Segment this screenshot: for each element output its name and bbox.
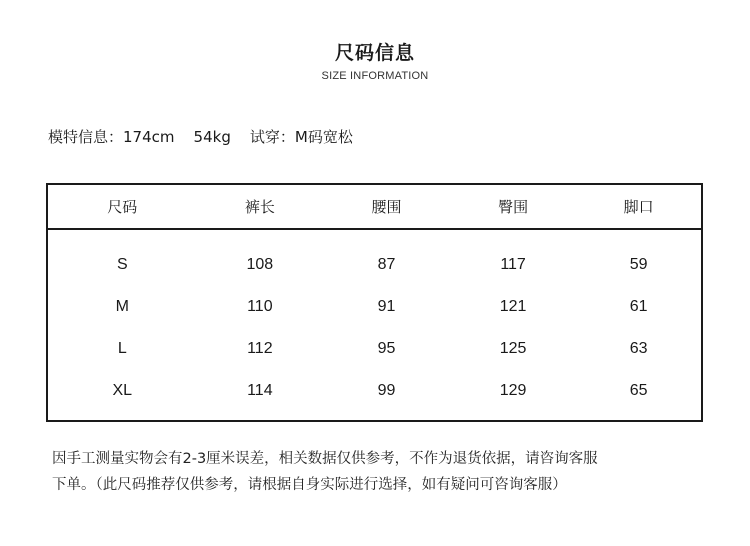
table-cell: S [116,256,128,273]
table-cell: 117 [500,256,526,273]
table-cell: 129 [499,382,527,399]
table-row [48,244,701,286]
table-cell: 63 [629,340,648,357]
table-cell: XL [112,382,133,399]
table-row [48,328,701,370]
table-cell: 110 [247,298,273,315]
note-line-2: 下单。（此尺码推荐仅供参考，请根据自身实际进行选择，如有疑问可咨询客服） [52,477,567,493]
model-info: 模特信息：174cm 54kg 试穿：M码宽松 [48,128,353,146]
note-line-1: 因手工测量实物会有2-3厘米误差，相关数据仅供参考，不作为退货依据，请咨询客服 [52,451,598,467]
title-block [0,40,750,82]
table-cell: 121 [499,298,527,315]
table-cell: 99 [377,382,396,399]
table-cell: 108 [246,256,274,273]
measurement-note [52,446,712,498]
page-subtitle: SIZE INFORMATION [321,70,429,82]
table-cell: 95 [377,340,396,357]
column-header: 脚口 [623,198,654,216]
table-cell: M [115,298,129,315]
column-header: 腰围 [371,198,402,216]
table-cell: 114 [247,382,273,399]
column-header: 臀围 [498,198,529,216]
table-cell: 91 [377,298,396,315]
table-cell: 125 [499,340,527,357]
size-table [46,183,703,422]
table-cell: 61 [629,298,648,315]
page-title: 尺码信息 [334,42,415,64]
table-body [48,230,701,412]
table-cell: 112 [247,340,273,357]
table-cell: 59 [629,256,648,273]
table-row [48,370,701,412]
table-cell: 65 [629,382,648,399]
column-header: 裤长 [244,198,275,216]
table-row [48,286,701,328]
column-header: 尺码 [107,198,138,216]
table-cell: L [117,340,127,357]
table-header-row [48,185,701,230]
table-cell: 87 [377,256,396,273]
